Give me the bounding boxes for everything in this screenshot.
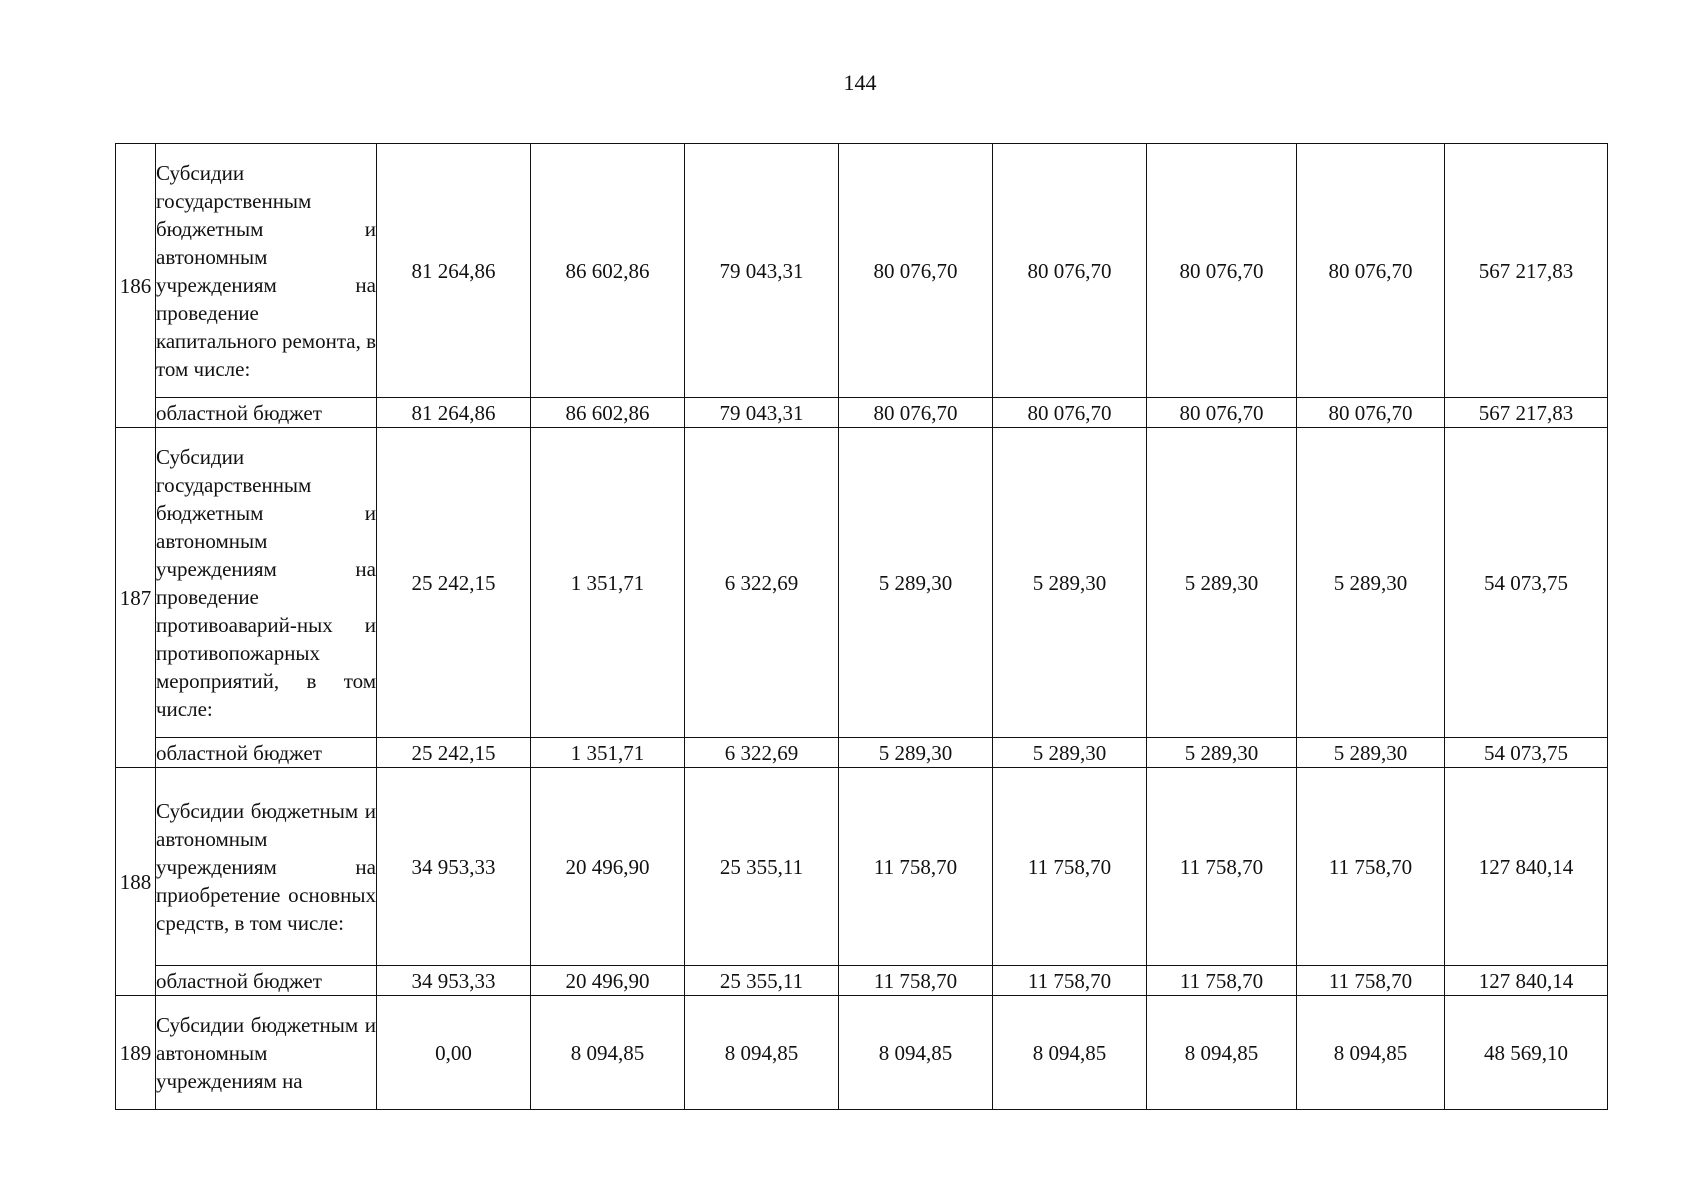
source-label: областной бюджет [156, 738, 377, 768]
value-cell: 5 289,30 [1297, 738, 1445, 768]
total-cell: 54 073,75 [1445, 738, 1608, 768]
value-cell: 5 289,30 [1297, 428, 1445, 738]
row-description: Субсидии бюджетным и автономным учреждениям на приобретение основных средств, в том числе: [156, 768, 377, 966]
value-cell: 79 043,31 [685, 144, 839, 398]
source-label: областной бюджет [156, 966, 377, 996]
value-cell: 8 094,85 [839, 996, 993, 1110]
table-row [116, 996, 1608, 1110]
value-cell: 25 355,11 [685, 768, 839, 966]
value-cell: 6 322,69 [685, 738, 839, 768]
budget-table [115, 143, 1608, 1110]
total-cell: 54 073,75 [1445, 428, 1608, 738]
value-cell: 80 076,70 [1147, 398, 1297, 428]
total-cell: 127 840,14 [1445, 966, 1608, 996]
value-cell: 11 758,70 [1297, 966, 1445, 996]
table-row [116, 428, 1608, 738]
value-cell: 80 076,70 [1297, 144, 1445, 398]
total-cell: 127 840,14 [1445, 768, 1608, 966]
value-cell: 6 322,69 [685, 428, 839, 738]
value-cell: 8 094,85 [531, 996, 685, 1110]
value-cell: 1 351,71 [531, 738, 685, 768]
value-cell: 79 043,31 [685, 398, 839, 428]
total-cell: 48 569,10 [1445, 996, 1608, 1110]
total-cell: 567 217,83 [1445, 144, 1608, 398]
value-cell: 34 953,33 [377, 966, 531, 996]
value-cell: 25 242,15 [377, 428, 531, 738]
value-cell: 8 094,85 [1297, 996, 1445, 1110]
row-number: 189 [116, 996, 156, 1110]
value-cell: 11 758,70 [839, 966, 993, 996]
table-row [116, 144, 1608, 398]
value-cell: 8 094,85 [685, 996, 839, 1110]
value-cell: 81 264,86 [377, 398, 531, 428]
value-cell: 34 953,33 [377, 768, 531, 966]
value-cell: 5 289,30 [1147, 428, 1297, 738]
value-cell: 11 758,70 [839, 768, 993, 966]
value-cell: 80 076,70 [993, 144, 1147, 398]
value-cell: 1 351,71 [531, 428, 685, 738]
value-cell: 80 076,70 [1297, 398, 1445, 428]
value-cell: 11 758,70 [1147, 966, 1297, 996]
row-number: 187 [116, 428, 156, 768]
value-cell: 5 289,30 [993, 428, 1147, 738]
row-number: 186 [116, 144, 156, 428]
value-cell: 11 758,70 [1147, 768, 1297, 966]
value-cell: 5 289,30 [839, 738, 993, 768]
value-cell: 80 076,70 [993, 398, 1147, 428]
value-cell: 25 355,11 [685, 966, 839, 996]
value-cell: 5 289,30 [839, 428, 993, 738]
value-cell: 5 289,30 [1147, 738, 1297, 768]
value-cell: 0,00 [377, 996, 531, 1110]
value-cell: 20 496,90 [531, 768, 685, 966]
table-row-source [116, 738, 1608, 768]
value-cell: 80 076,70 [839, 144, 993, 398]
value-cell: 80 076,70 [1147, 144, 1297, 398]
value-cell: 11 758,70 [1297, 768, 1445, 966]
page-number: 144 [843, 70, 877, 95]
value-cell: 81 264,86 [377, 144, 531, 398]
row-description: Субсидии бюджетным и автономным учреждениям на [156, 996, 377, 1110]
value-cell: 8 094,85 [993, 996, 1147, 1110]
total-cell: 567 217,83 [1445, 398, 1608, 428]
value-cell: 86 602,86 [531, 144, 685, 398]
value-cell: 25 242,15 [377, 738, 531, 768]
value-cell: 86 602,86 [531, 398, 685, 428]
value-cell: 11 758,70 [993, 768, 1147, 966]
table-row [116, 768, 1608, 966]
row-number: 188 [116, 768, 156, 996]
value-cell: 5 289,30 [993, 738, 1147, 768]
value-cell: 80 076,70 [839, 398, 993, 428]
row-description: Субсидии государственным бюджетным и автономным учреждениям на проведение капитального ремонта, в том числе: [156, 144, 377, 398]
source-label: областной бюджет [156, 398, 377, 428]
row-description: Субсидии государственным бюджетным и автономным учреждениям на проведение противоаварий-ных и противопожарных мероприятий, в том числе: [156, 428, 377, 738]
value-cell: 11 758,70 [993, 966, 1147, 996]
table-row-source [116, 966, 1608, 996]
table-row-source [116, 398, 1608, 428]
value-cell: 20 496,90 [531, 966, 685, 996]
value-cell: 8 094,85 [1147, 996, 1297, 1110]
